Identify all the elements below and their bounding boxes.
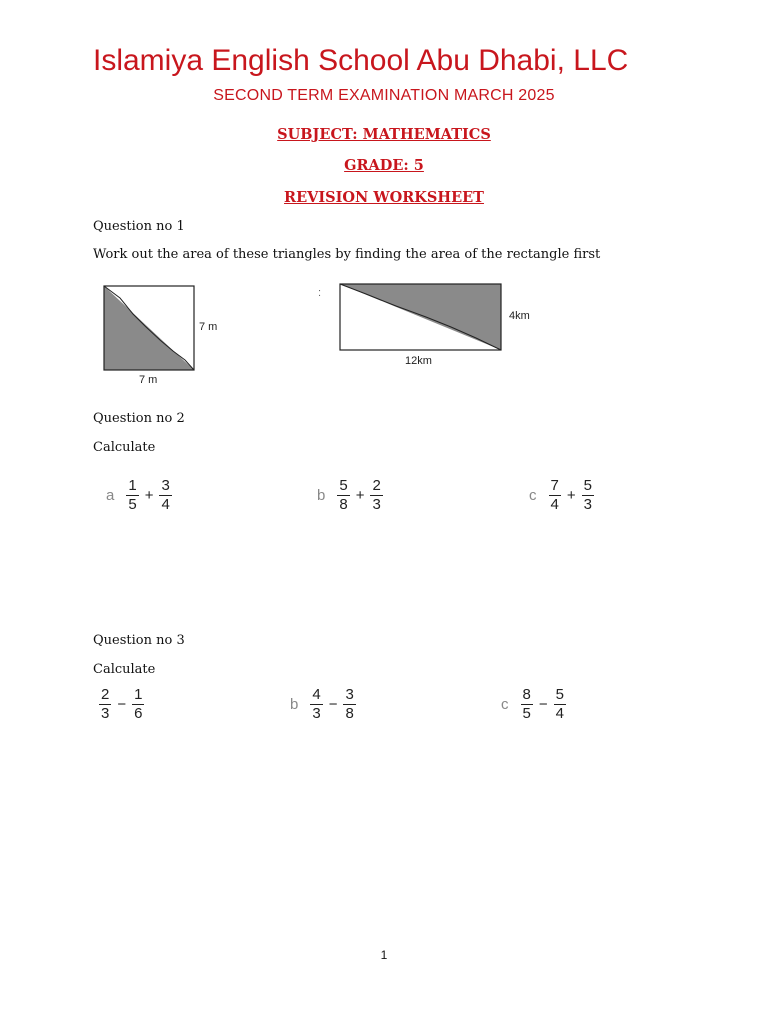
question-3-instruction: Calculate (93, 662, 156, 677)
item-letter: a (106, 487, 115, 504)
figure-a-bottom-label: 7 m (139, 374, 158, 386)
page-number: 1 (380, 948, 388, 962)
q2-expression-b (317, 478, 383, 513)
fraction: $\frac{3}{8}$ (345, 686, 354, 722)
operator: − (117, 696, 127, 713)
operator: + (355, 487, 365, 504)
q3-expression-c (501, 687, 566, 722)
q2-expression-c (529, 478, 594, 513)
fraction: $\frac{5}{8}$ (339, 477, 348, 513)
item-letter: c (529, 487, 537, 504)
fraction: $\frac{7}{4}$ (550, 477, 559, 513)
item-letter: b (290, 696, 299, 713)
triangle-figure-a (100, 282, 200, 374)
operator: + (566, 487, 576, 504)
question-2-instruction: Calculate (93, 440, 156, 455)
school-name: Islamiya English School Abu Dhabi, LLC (93, 44, 629, 77)
stray-mark: : (318, 287, 322, 299)
fraction: $\frac{1}{5}$ (128, 477, 137, 513)
question-2-label: Question no 2 (93, 411, 185, 426)
fraction: $\frac{5}{3}$ (583, 477, 592, 513)
figure-a-side-label: 7 m (199, 321, 218, 333)
item-letter: c (501, 696, 509, 713)
fraction: $\frac{1}{6}$ (134, 686, 143, 722)
q3-expression-b (290, 687, 356, 722)
figure-b-bottom-label: 12km (405, 355, 432, 367)
fraction: $\frac{4}{3}$ (312, 686, 321, 722)
shaded-triangle-b (340, 284, 501, 350)
fraction: $\frac{5}{4}$ (555, 686, 564, 722)
fraction: $\frac{2}{3}$ (101, 686, 110, 722)
item-letter: b (317, 487, 326, 504)
worksheet-heading: REVISION WORKSHEET (284, 189, 484, 206)
exam-title: SECOND TERM EXAMINATION MARCH 2025 (213, 87, 555, 104)
grade-heading: GRADE: 5 (344, 157, 424, 174)
q2-expression-a (106, 478, 172, 513)
triangle-figure-b (336, 280, 506, 354)
shaded-triangle-a (104, 286, 194, 370)
figure-b-side-label: 4km (509, 310, 530, 322)
question-3-label: Question no 3 (93, 633, 185, 648)
fraction: $\frac{2}{3}$ (372, 477, 381, 513)
question-1-instruction: Work out the area of these triangles by finding the area of the rectangle first (93, 247, 601, 262)
fraction: $\frac{8}{5}$ (522, 686, 531, 722)
operator: − (538, 696, 548, 713)
subject-heading: SUBJECT: MATHEMATICS (277, 126, 491, 143)
operator: + (144, 487, 154, 504)
q3-expression-a (99, 687, 144, 722)
question-1-label: Question no 1 (93, 219, 185, 234)
operator: − (328, 696, 338, 713)
fraction: $\frac{3}{4}$ (161, 477, 170, 513)
